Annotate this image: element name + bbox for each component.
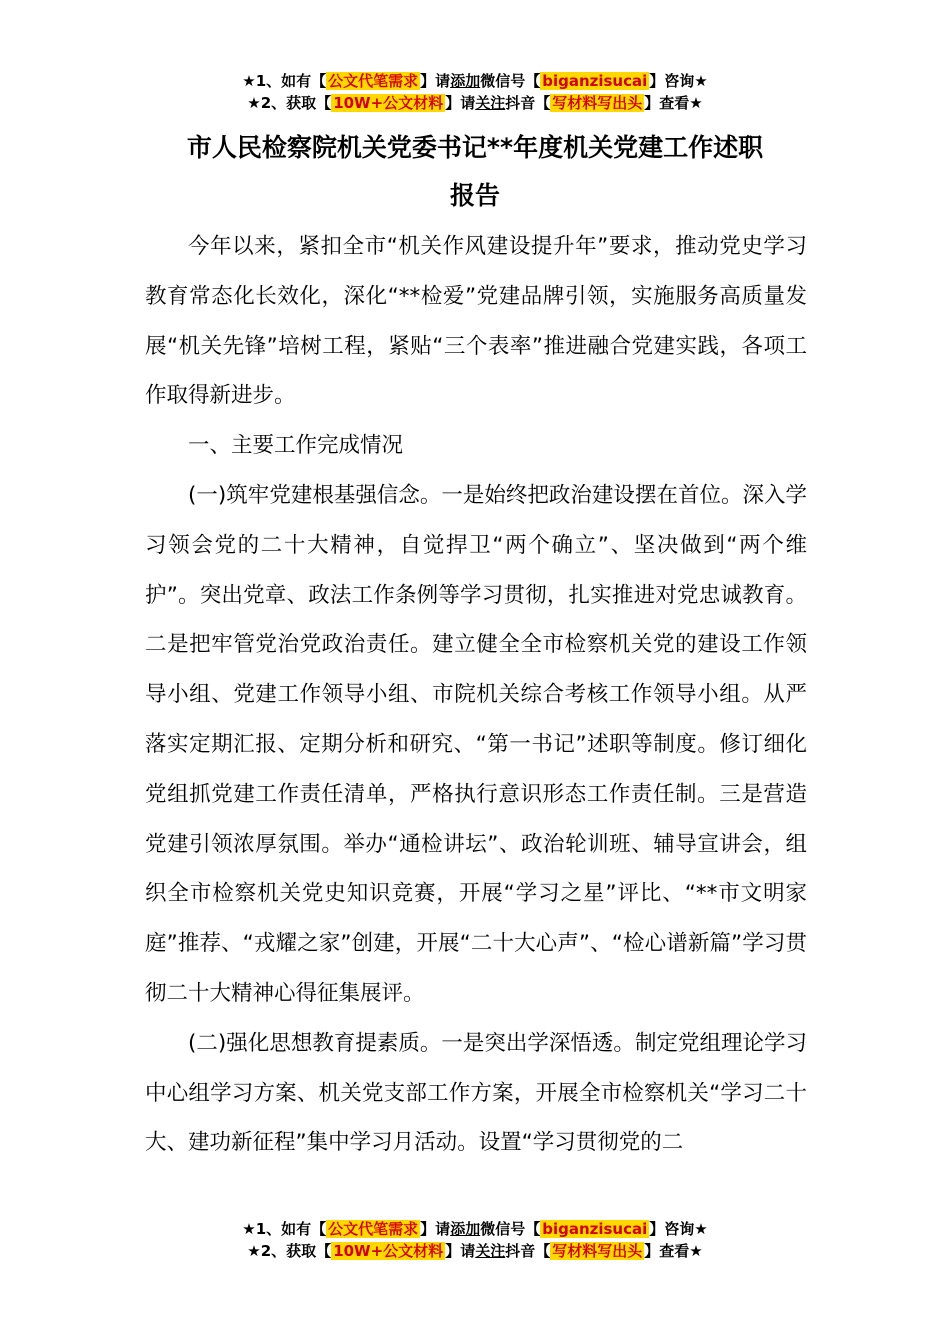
document-title-line-2: 报告 xyxy=(449,181,500,210)
promo-highlight: 公文代笔需求 xyxy=(328,72,419,90)
promo-highlight: 10W+公文材料 xyxy=(333,94,444,112)
promo-wechat-id: biganzisucai xyxy=(542,1220,648,1238)
paragraph-section-1: (一)筑牢党建根基强信念。一是始终把政治建设摆在首位。深入学习领会党的二十大精神，自觉捍卫“两个确立”、坚决做到“两个维护”。突出党章、政法工作条例等学习贯彻，扎实推进对党忠诚教育。二是把牢管党治党政治责任。建立健全全市检察机关党的建设工作领导小组、党建工作领导小组、市院机关综合考核工作领导小组。从严落实定期汇报、定期分析和研究、“第一书记”述职等制度。修订细化党组抓党建工作责任清单，严格执行意识形态工作责任制。三是营造党建引领浓厚氛围。举办“通检讲坛”、政治轮训班、辅导宣讲会，组织全市检察机关党史知识竞赛，开展“学习之星”评比、“**市文明家庭”推荐、“戎耀之家”创建，开展“二十大心声”、“检心谱新篇”学习贯彻二十大精神心得征集展评。 xyxy=(145,482,807,1006)
document-title-line-1: 市人民检察院机关党委书记**年度机关党建工作述职 xyxy=(186,133,764,162)
promo-line-1: ★1、如有【 公文代笔需求 】请添加微信号【 biganzisucai 】咨询★ xyxy=(242,72,708,90)
paragraph-section-2: (二)强化思想教育提素质。一是突出学深悟透。制定党组理论学习中心组学习方案、机关党支部工作方案，开展全市检察机关“学习二十大、建功新征程”集中学习月活动。设置“学习贯彻党的二 xyxy=(145,1030,807,1156)
document-body xyxy=(145,222,807,1168)
promo-douyin-id: 写材料写出头 xyxy=(552,94,643,112)
promo-line-1: ★1、如有【 公文代笔需求 】请添加微信号【 biganzisucai 】咨询★ xyxy=(242,1220,708,1238)
promo-wechat-id: biganzisucai xyxy=(542,72,648,90)
promo-highlight: 10W+公文材料 xyxy=(333,1242,444,1260)
promo-line-2: ★2、获取【 10W+公文材料 】请关注抖音【 写材料写出头 】查看★ xyxy=(247,94,703,112)
promo-douyin-id: 写材料写出头 xyxy=(552,1242,643,1260)
promo-banner-top xyxy=(0,70,950,114)
promo-banner-bottom xyxy=(0,1218,950,1262)
section-heading: 一、主要工作完成情况 xyxy=(188,433,404,459)
promo-line-2: ★2、获取【 10W+公文材料 】请关注抖音【 写材料写出头 】查看★ xyxy=(247,1242,703,1260)
promo-highlight: 公文代笔需求 xyxy=(328,1220,419,1238)
paragraph-intro: 今年以来，紧扣全市“机关作风建设提升年”要求，推动党史学习教育常态化长效化，深化“**检爱”党建品牌引领，实施服务高质量发展“机关先锋”培树工程，紧贴“三个表率”推进融合党建实践，各项工作取得新进步。 xyxy=(145,234,807,409)
